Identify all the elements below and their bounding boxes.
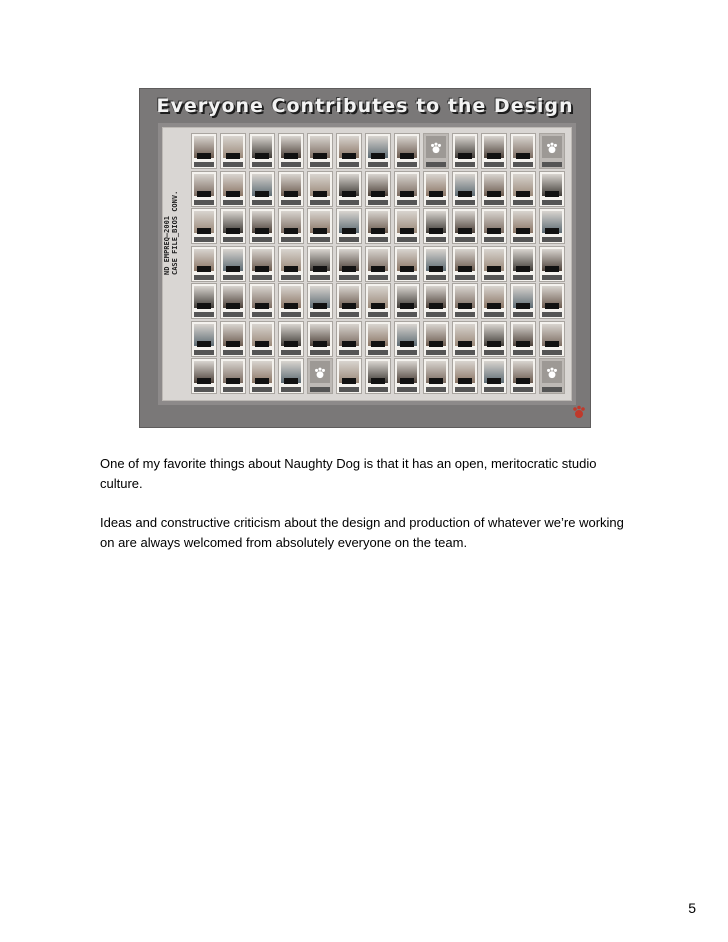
name-placard <box>516 228 530 234</box>
name-tag <box>368 237 388 242</box>
name-placard <box>284 266 298 272</box>
name-tag <box>339 275 359 280</box>
name-tag <box>542 275 562 280</box>
team-photo <box>423 283 449 319</box>
name-tag <box>513 200 533 205</box>
team-photo <box>336 321 362 357</box>
name-placard <box>429 341 443 347</box>
team-photo <box>510 283 536 319</box>
name-tag <box>426 275 446 280</box>
case-file-label <box>163 145 179 275</box>
team-photo <box>191 133 217 169</box>
name-tag <box>310 237 330 242</box>
name-tag <box>484 387 504 392</box>
team-photo <box>539 246 565 282</box>
name-placard <box>516 378 530 384</box>
name-placard <box>342 303 356 309</box>
name-tag <box>542 162 562 167</box>
name-tag <box>310 350 330 355</box>
name-tag <box>397 312 417 317</box>
name-placard <box>400 266 414 272</box>
team-photo <box>249 321 275 357</box>
name-tag <box>513 162 533 167</box>
team-photo <box>336 358 362 394</box>
name-placard <box>255 341 269 347</box>
name-placard <box>516 303 530 309</box>
name-placard <box>458 266 472 272</box>
name-placard <box>197 266 211 272</box>
name-placard <box>371 153 385 159</box>
name-tag <box>339 162 359 167</box>
team-photo <box>394 283 420 319</box>
name-placard <box>284 153 298 159</box>
team-photo <box>336 171 362 207</box>
team-photo <box>307 208 333 244</box>
name-tag <box>513 237 533 242</box>
name-placard <box>313 191 327 197</box>
team-photo <box>510 246 536 282</box>
name-placard <box>458 378 472 384</box>
name-tag <box>281 387 301 392</box>
team-photo <box>307 246 333 282</box>
name-tag <box>339 312 359 317</box>
name-tag <box>194 200 214 205</box>
slide-image <box>139 88 591 428</box>
team-photo <box>336 133 362 169</box>
name-placard <box>458 303 472 309</box>
name-placard <box>400 303 414 309</box>
team-photo-grid <box>191 133 569 395</box>
name-tag <box>368 162 388 167</box>
team-photo <box>220 133 246 169</box>
team-photo <box>249 246 275 282</box>
name-placard <box>255 378 269 384</box>
name-placard <box>284 228 298 234</box>
team-photo <box>365 321 391 357</box>
name-tag <box>513 275 533 280</box>
name-placard <box>313 153 327 159</box>
team-photo <box>481 358 507 394</box>
name-placard <box>371 378 385 384</box>
name-tag <box>339 387 359 392</box>
name-placard <box>255 191 269 197</box>
name-placard <box>429 228 443 234</box>
name-tag <box>252 200 272 205</box>
team-photo <box>539 321 565 357</box>
name-tag <box>339 237 359 242</box>
name-tag <box>252 162 272 167</box>
name-tag <box>310 387 330 392</box>
team-photo <box>336 246 362 282</box>
paw-card <box>539 358 565 394</box>
name-tag <box>542 237 562 242</box>
name-tag <box>223 200 243 205</box>
team-photo <box>220 246 246 282</box>
name-tag <box>281 350 301 355</box>
name-tag <box>484 312 504 317</box>
name-tag <box>484 237 504 242</box>
name-tag <box>513 387 533 392</box>
name-placard <box>197 153 211 159</box>
name-placard <box>226 303 240 309</box>
team-photo <box>249 358 275 394</box>
name-placard <box>284 341 298 347</box>
name-tag <box>223 387 243 392</box>
name-placard <box>313 228 327 234</box>
name-tag <box>223 275 243 280</box>
name-tag <box>368 312 388 317</box>
name-tag <box>426 387 446 392</box>
name-placard <box>487 341 501 347</box>
paw-card <box>423 133 449 169</box>
team-photo <box>394 246 420 282</box>
name-tag <box>252 275 272 280</box>
team-photo <box>452 171 478 207</box>
name-placard <box>429 378 443 384</box>
team-photo <box>481 171 507 207</box>
name-tag <box>368 200 388 205</box>
name-tag <box>223 162 243 167</box>
name-placard <box>516 266 530 272</box>
name-placard <box>313 266 327 272</box>
name-placard <box>487 303 501 309</box>
name-placard <box>487 228 501 234</box>
name-tag <box>484 275 504 280</box>
team-photo <box>365 358 391 394</box>
name-placard <box>400 228 414 234</box>
name-tag <box>252 312 272 317</box>
name-placard <box>458 191 472 197</box>
name-tag <box>426 350 446 355</box>
team-photo <box>394 208 420 244</box>
name-placard <box>400 153 414 159</box>
team-photo <box>249 133 275 169</box>
name-tag <box>542 387 562 392</box>
case-file-label-line1: ND EMPREQ–2001 <box>163 215 171 275</box>
team-photo <box>249 171 275 207</box>
name-placard <box>545 266 559 272</box>
name-tag <box>310 275 330 280</box>
name-placard <box>313 341 327 347</box>
name-tag <box>368 275 388 280</box>
name-tag <box>455 275 475 280</box>
team-photo <box>365 246 391 282</box>
name-placard <box>342 153 356 159</box>
paw-icon <box>430 142 442 154</box>
name-placard <box>226 191 240 197</box>
team-photo <box>220 208 246 244</box>
name-tag <box>455 312 475 317</box>
name-placard <box>284 378 298 384</box>
name-tag <box>397 237 417 242</box>
team-photo <box>452 321 478 357</box>
name-placard <box>226 378 240 384</box>
name-placard <box>255 266 269 272</box>
team-photo <box>191 208 217 244</box>
name-placard <box>342 228 356 234</box>
team-photo <box>307 321 333 357</box>
team-photo <box>423 358 449 394</box>
team-photo <box>423 246 449 282</box>
team-photo <box>510 358 536 394</box>
name-placard <box>429 303 443 309</box>
name-tag <box>513 312 533 317</box>
name-tag <box>194 275 214 280</box>
name-tag <box>368 387 388 392</box>
team-photo <box>220 171 246 207</box>
paragraph-1: One of my favorite things about Naughty Dog is that it has an open, meritocratic studio culture. <box>100 456 597 491</box>
name-tag <box>339 200 359 205</box>
name-placard <box>284 303 298 309</box>
name-placard <box>487 153 501 159</box>
name-tag <box>484 350 504 355</box>
team-photo <box>452 283 478 319</box>
name-placard <box>255 153 269 159</box>
name-tag <box>397 350 417 355</box>
team-photo <box>452 358 478 394</box>
name-tag <box>252 237 272 242</box>
name-placard <box>197 228 211 234</box>
name-placard <box>197 341 211 347</box>
team-photo <box>365 208 391 244</box>
team-photo <box>278 208 304 244</box>
name-tag <box>484 162 504 167</box>
name-tag <box>368 350 388 355</box>
team-photo <box>278 358 304 394</box>
name-placard <box>429 191 443 197</box>
name-tag <box>542 200 562 205</box>
name-tag <box>426 237 446 242</box>
name-tag <box>194 162 214 167</box>
name-placard <box>371 341 385 347</box>
name-placard <box>429 266 443 272</box>
name-placard <box>226 228 240 234</box>
team-photo <box>365 283 391 319</box>
paw-card <box>539 133 565 169</box>
team-photo <box>365 133 391 169</box>
team-photo <box>249 283 275 319</box>
paw-icon <box>546 367 558 379</box>
team-photo <box>423 208 449 244</box>
name-tag <box>223 350 243 355</box>
paw-icon <box>546 142 558 154</box>
name-placard <box>226 153 240 159</box>
team-photo <box>365 171 391 207</box>
name-tag <box>455 237 475 242</box>
name-tag <box>194 350 214 355</box>
team-photo <box>452 208 478 244</box>
name-placard <box>516 153 530 159</box>
name-placard <box>400 378 414 384</box>
name-tag <box>397 275 417 280</box>
name-placard <box>516 341 530 347</box>
page-number: 5 <box>688 900 696 916</box>
name-tag <box>426 312 446 317</box>
name-placard <box>226 266 240 272</box>
name-placard <box>255 303 269 309</box>
team-photo <box>539 208 565 244</box>
slide-title: Everyone Contributes to the Design <box>156 95 574 117</box>
team-photo <box>249 208 275 244</box>
team-photo <box>191 283 217 319</box>
team-photo <box>278 246 304 282</box>
team-photo <box>452 246 478 282</box>
name-placard <box>371 228 385 234</box>
name-tag <box>281 275 301 280</box>
name-tag <box>223 237 243 242</box>
team-photo <box>510 208 536 244</box>
team-photo <box>423 321 449 357</box>
name-tag <box>310 200 330 205</box>
name-tag <box>455 162 475 167</box>
name-placard <box>371 191 385 197</box>
team-photo <box>481 208 507 244</box>
team-photo <box>481 133 507 169</box>
name-placard <box>545 191 559 197</box>
team-photo <box>278 283 304 319</box>
name-tag <box>281 237 301 242</box>
name-placard <box>545 303 559 309</box>
name-placard <box>487 266 501 272</box>
name-tag <box>281 200 301 205</box>
name-placard <box>197 191 211 197</box>
name-placard <box>487 191 501 197</box>
name-tag <box>542 312 562 317</box>
team-photo <box>452 133 478 169</box>
team-photo <box>394 321 420 357</box>
team-photo <box>336 283 362 319</box>
team-photo <box>191 358 217 394</box>
team-photo <box>539 283 565 319</box>
name-placard <box>197 303 211 309</box>
name-tag <box>252 387 272 392</box>
paw-card <box>307 358 333 394</box>
name-tag <box>542 350 562 355</box>
name-tag <box>484 200 504 205</box>
name-tag <box>397 162 417 167</box>
name-tag <box>252 350 272 355</box>
name-placard <box>371 266 385 272</box>
name-tag <box>455 387 475 392</box>
paw-logo-icon <box>572 405 586 419</box>
name-placard <box>400 341 414 347</box>
team-photo <box>394 358 420 394</box>
name-placard <box>516 191 530 197</box>
name-tag <box>281 312 301 317</box>
team-photo <box>481 246 507 282</box>
team-photo <box>191 246 217 282</box>
team-photo <box>220 283 246 319</box>
team-photo <box>191 171 217 207</box>
name-placard <box>284 191 298 197</box>
name-tag <box>513 350 533 355</box>
team-photo <box>278 321 304 357</box>
team-photo <box>510 321 536 357</box>
team-photo <box>336 208 362 244</box>
team-photo <box>191 321 217 357</box>
name-tag <box>426 162 446 167</box>
name-tag <box>397 387 417 392</box>
name-placard <box>458 228 472 234</box>
team-photo <box>220 358 246 394</box>
name-tag <box>223 312 243 317</box>
name-placard <box>458 341 472 347</box>
name-placard <box>458 153 472 159</box>
name-tag <box>455 200 475 205</box>
paw-icon <box>314 367 326 379</box>
name-placard <box>487 378 501 384</box>
team-photo <box>278 171 304 207</box>
paragraph-2: Ideas and constructive criticism about the design and production of whatever we’re working on are always welcomed from absolutely everyone on the team. <box>100 515 624 550</box>
name-tag <box>310 312 330 317</box>
team-photo <box>423 171 449 207</box>
name-tag <box>194 387 214 392</box>
team-photo <box>278 133 304 169</box>
name-placard <box>226 341 240 347</box>
team-photo <box>481 283 507 319</box>
name-placard <box>371 303 385 309</box>
team-photo <box>220 321 246 357</box>
team-photo <box>307 171 333 207</box>
name-tag <box>194 312 214 317</box>
name-placard <box>342 266 356 272</box>
name-tag <box>426 200 446 205</box>
name-placard <box>313 303 327 309</box>
name-placard <box>255 228 269 234</box>
team-photo <box>539 171 565 207</box>
case-file-label-line2: CASE FILE_BIOS CONV. <box>171 190 179 275</box>
name-tag <box>194 237 214 242</box>
photo-folder <box>162 127 572 401</box>
name-tag <box>339 350 359 355</box>
name-placard <box>342 191 356 197</box>
name-tag <box>397 200 417 205</box>
name-placard <box>197 378 211 384</box>
name-placard <box>342 341 356 347</box>
team-photo <box>481 321 507 357</box>
team-photo <box>307 133 333 169</box>
name-placard <box>400 191 414 197</box>
name-tag <box>281 162 301 167</box>
name-tag <box>310 162 330 167</box>
team-photo <box>510 133 536 169</box>
name-placard <box>545 341 559 347</box>
team-photo <box>394 133 420 169</box>
team-photo <box>307 283 333 319</box>
name-placard <box>545 228 559 234</box>
name-placard <box>342 378 356 384</box>
team-photo <box>394 171 420 207</box>
name-tag <box>455 350 475 355</box>
team-photo <box>510 171 536 207</box>
